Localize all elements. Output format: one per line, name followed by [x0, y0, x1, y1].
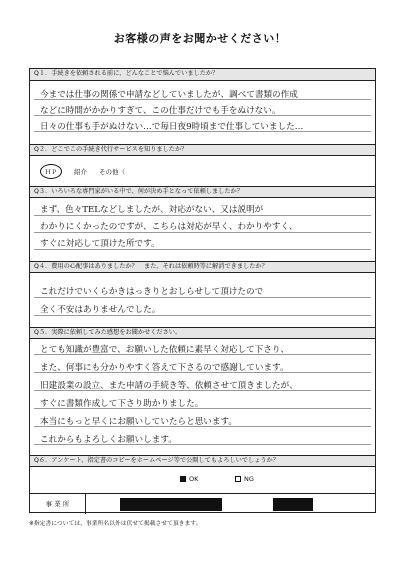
answer-3-line-3: すぐに対応して頂けた所です。 [40, 239, 160, 249]
office-label: 事 業 所 [30, 494, 86, 514]
option-ng[interactable] [235, 475, 254, 483]
answer-5-line-4: すぐに書類作成して下さり助かりました。 [40, 399, 204, 409]
ruled-line [34, 297, 371, 298]
answer-1-line-2: などに時間がかかりすぎて、この仕事だけでも手をぬけない。 [40, 106, 281, 116]
option-other[interactable]: その他（ [99, 168, 126, 176]
option-hp-circled[interactable]: ＨＰ [40, 164, 62, 179]
office-row [30, 493, 375, 514]
question-1-label: Q１．手続きを依頼される前に、どんなことで悩んでいましたか？ [30, 69, 375, 81]
answer-1-line-1: 今までは仕事の関係で申請などしていましたが、調べて書類の作成 [40, 90, 298, 100]
option-referral[interactable]: 紹介 [74, 168, 88, 176]
question-6-label: Q６．アンケート、指定書のコピーをホームページ等で公開してもよろしいでしょうか？ [30, 455, 375, 467]
answer-5-line-3: 旧建設業の設立、また申請の手続き等、依頼させて頂きましたが、 [40, 381, 298, 391]
answer-4-line-1: これだけでいくらかきはっきりとおしらせして頂けたので [40, 287, 264, 297]
ruled-line [34, 215, 371, 216]
ruled-line [34, 315, 371, 316]
option-ok-label: OK [189, 475, 199, 483]
question-2-label: Q２．どこでこの手続き代行サービスを知りましたか？ [30, 144, 375, 156]
question-4-label: Q４．費用の心配事はありましたか？ また、それは依頼時等に解消できましたか？ [30, 261, 375, 273]
answer-1-line-3: 日々の仕事も手がぬけない…で毎日夜9時頃まで仕事していました… [40, 122, 304, 132]
answer-3-line-2: わかりにくかったのですが、こちらは対応が早く、わかりやすく、 [40, 222, 298, 232]
answer-5-line-1: とても知識が豊富で、お願いした依頼に素早く対応して下さり、 [40, 345, 290, 355]
empty-box-icon [235, 476, 241, 482]
answer-5-line-2: また、何事にも分かりやすく答えて下さるので感謝しています。 [40, 363, 289, 373]
answer-4-line-2: 全く不安はありませんでした。 [40, 305, 161, 315]
option-ng-label: NG [244, 475, 254, 483]
footnote: ※指定書については、事業所名以外は伏せて掲載させて頂きます。 [29, 521, 202, 527]
answer-5-line-6: これからもよろしくお願いします。 [40, 435, 177, 445]
checked-box-icon [180, 476, 186, 482]
question-5-label: Q５．実際に依頼してみた感想をお聞かせください。 [30, 327, 375, 339]
survey-form [29, 68, 376, 513]
ruled-line [34, 232, 371, 233]
answer-5-line-5: 本当にもっと早くにお願いしていたらと思います。 [40, 417, 237, 427]
answer-3-line-1: まず、色々TELなどしましたが、対応がない、又は説明が [40, 205, 264, 215]
question-2-options [40, 164, 125, 179]
redaction-bar [120, 498, 222, 511]
page-title: お客様の声をお聞かせください！ [113, 32, 287, 45]
ruled-line [34, 249, 371, 250]
question-3-label: Q３．いろいろな専門家がいる中で、何が決め手となって依頼しましたか？ [30, 186, 375, 198]
question-6-options [30, 467, 375, 491]
option-ok[interactable] [180, 475, 198, 483]
redaction-bar [273, 498, 313, 511]
